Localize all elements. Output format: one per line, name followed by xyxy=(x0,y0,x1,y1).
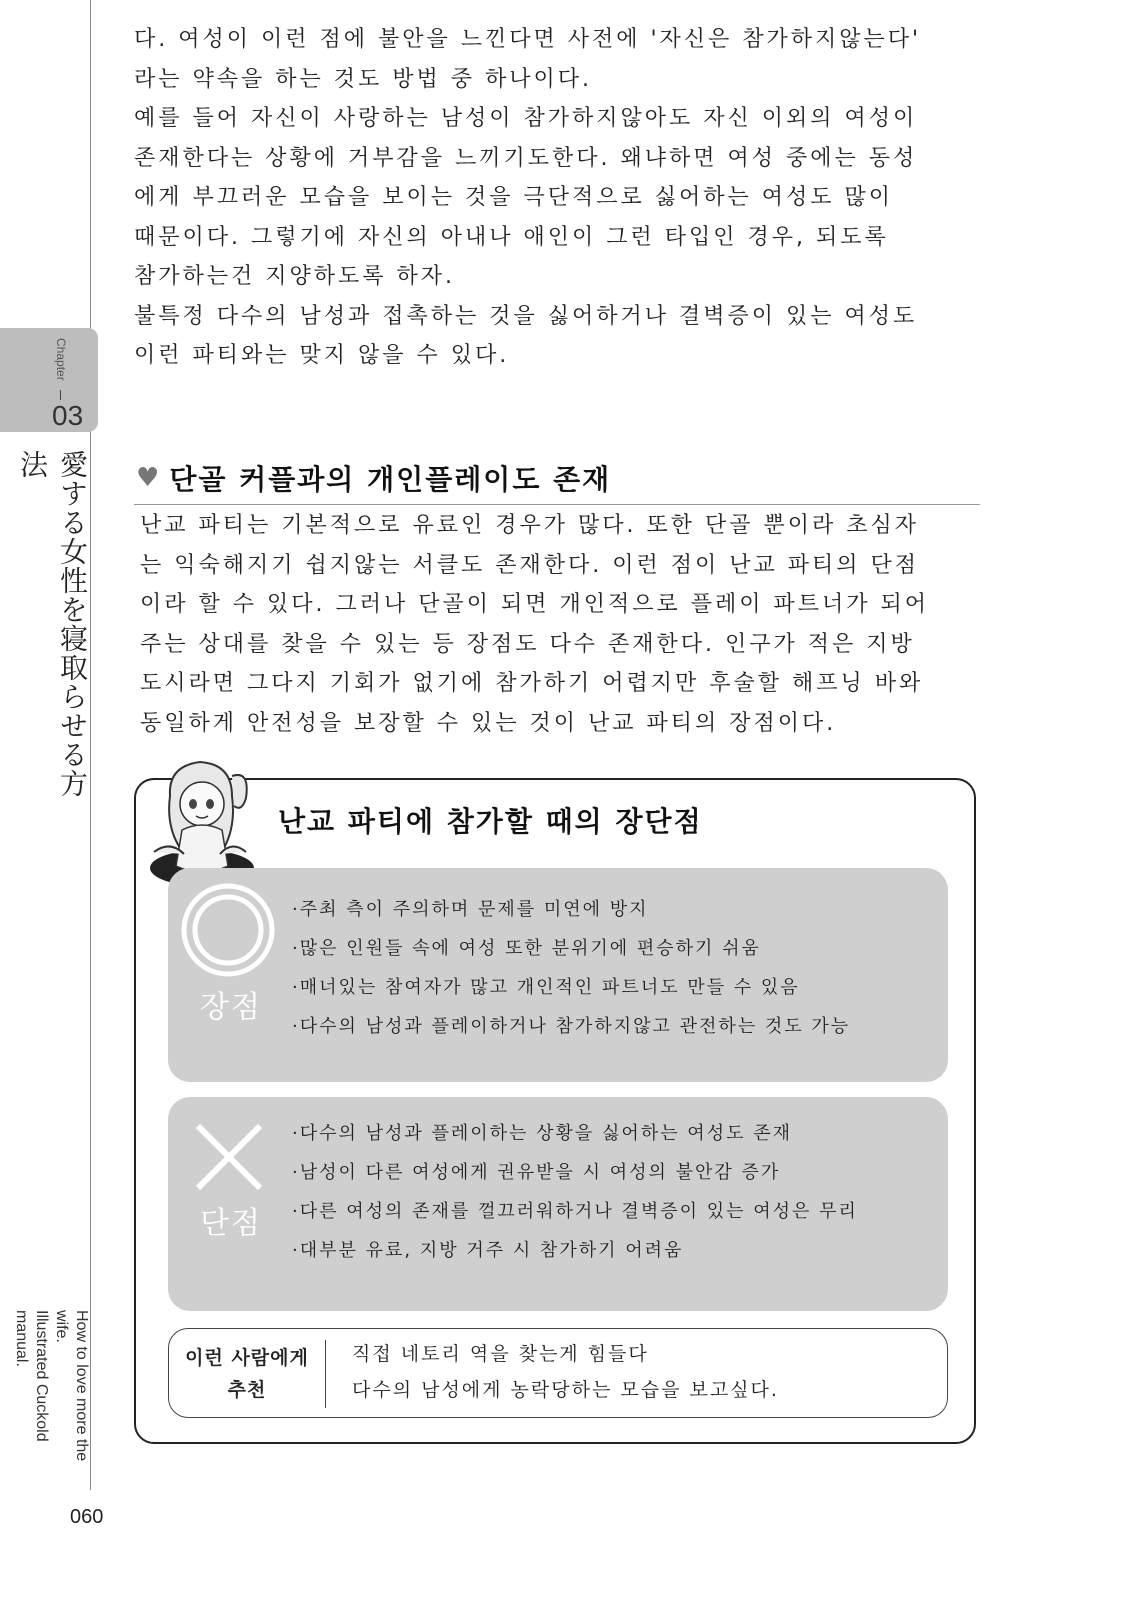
list-item: ·다수의 남성과 플레이하거나 참가하지않고 관전하는 것도 가능 xyxy=(292,1016,851,1037)
text-line: 도시라면 그다지 기회가 없기에 참가하기 어렵지만 후술할 해프닝 바와 xyxy=(140,671,924,696)
list-item: ·매너있는 참여자가 많고 개인적인 파트너도 만들 수 있음 xyxy=(292,977,800,998)
text-line: 는 익숙해지기 쉽지않는 서클도 존재한다. 이런 점이 난교 파티의 단점 xyxy=(140,552,919,578)
recommend-line: 직접 네토리 역을 찾는게 힘들다 xyxy=(352,1343,649,1365)
heading-divider xyxy=(134,504,980,505)
subtitle-line-2: Illustrated Cuckold manual. xyxy=(13,1310,50,1442)
text-line: 난교 파티는 기본적으로 유료인 경우가 많다. 또한 단골 뿐이라 초심자 xyxy=(140,513,919,538)
text-line: 이런 파티와는 맞지 않을 수 있다. xyxy=(134,343,510,368)
body-paragraph-2 xyxy=(140,506,990,743)
text-line: 다. 여성이 이런 점에 불안을 느낀다면 사전에 '자신은 참가하지않는다' xyxy=(134,27,922,52)
text-line: 라는 약속을 하는 것도 방법 중 하나이다. xyxy=(134,66,592,92)
text-line: 존재한다는 상황에 거부감을 느끼기도한다. 왜냐하면 여성 중에는 동성 xyxy=(134,145,918,171)
text-line: 이라 할 수 있다. 그러나 단골이 되면 개인적으로 플레이 파트너가 되어 xyxy=(140,592,929,617)
recommend-label-line-1: 이런 사람에게 xyxy=(185,1347,309,1369)
vertical-book-title: 愛する女性を寝取らせる方法 xyxy=(16,450,89,798)
section-title: 단골 커플과의 개인플레이도 존재 xyxy=(169,463,612,496)
chapter-label: Chapter xyxy=(54,338,68,381)
recommend-label xyxy=(172,1342,322,1406)
list-item: ·다수의 남성과 플레이하는 상황을 싫어하는 여성도 존재 xyxy=(292,1123,792,1144)
text-line: 주는 상대를 찾을 수 있는 등 장점도 다수 존재한다. 인구가 적은 지방 xyxy=(140,631,915,657)
subtitle-line-1: How to love more the wife. xyxy=(53,1310,90,1462)
text-line: 때문이다. 그렇기에 자신의 아내나 애인이 그런 타입인 경우, 되도록 xyxy=(134,224,889,250)
list-item: ·많은 인원들 속에 여성 또한 분위기에 편승하기 쉬움 xyxy=(292,938,761,959)
circle-icon xyxy=(180,882,276,978)
recommend-label-line-2: 추천 xyxy=(227,1379,267,1401)
list-item: ·대부분 유료, 지방 거주 시 참가하기 어려움 xyxy=(292,1240,684,1261)
text-line: 에게 부끄러운 모습을 보이는 것을 극단적으로 싫어하는 여성도 많이 xyxy=(134,185,894,210)
section-heading xyxy=(136,458,611,498)
cons-list xyxy=(292,1114,858,1270)
text-line: 참가하는건 지양하도록 하자. xyxy=(134,264,456,289)
recommend-divider xyxy=(325,1340,326,1408)
box-title: 난교 파티에 참가할 때의 장단점 xyxy=(278,805,703,838)
text-line: 예를 들어 자신이 사랑하는 남성이 참가하지않아도 자신 이외의 여성이 xyxy=(134,106,918,131)
list-item: ·주최 측이 주의하며 문제를 미연에 방지 xyxy=(292,899,649,920)
cross-icon xyxy=(194,1122,264,1192)
recommend-line: 다수의 남성에게 농락당하는 모습을 보고싶다. xyxy=(352,1379,779,1401)
cons-label: 단점 xyxy=(200,1206,262,1241)
vertical-subtitle xyxy=(13,1310,91,1480)
pros-label: 장점 xyxy=(200,990,262,1025)
pros-list xyxy=(292,890,850,1046)
list-item: ·다른 여성의 존재를 껄끄러워하거나 결벽증이 있는 여성은 무리 xyxy=(292,1201,858,1222)
body-paragraph-1 xyxy=(134,20,1004,376)
chapter-dash xyxy=(60,390,61,400)
list-item: ·남성이 다른 여성에게 권유받을 시 여성의 불안감 증가 xyxy=(292,1162,781,1183)
chapter-number: 03 xyxy=(52,400,84,431)
heart-icon: ♥ xyxy=(136,463,160,493)
page-number: 060 xyxy=(70,1506,104,1528)
recommend-list xyxy=(352,1336,779,1408)
text-line: 불특정 다수의 남성과 접촉하는 것을 싫어하거나 결벽증이 있는 여성도 xyxy=(134,303,918,329)
text-line: 동일하게 안전성을 보장할 수 있는 것이 난교 파티의 장점이다. xyxy=(140,710,837,736)
chapter-tab xyxy=(0,328,98,432)
